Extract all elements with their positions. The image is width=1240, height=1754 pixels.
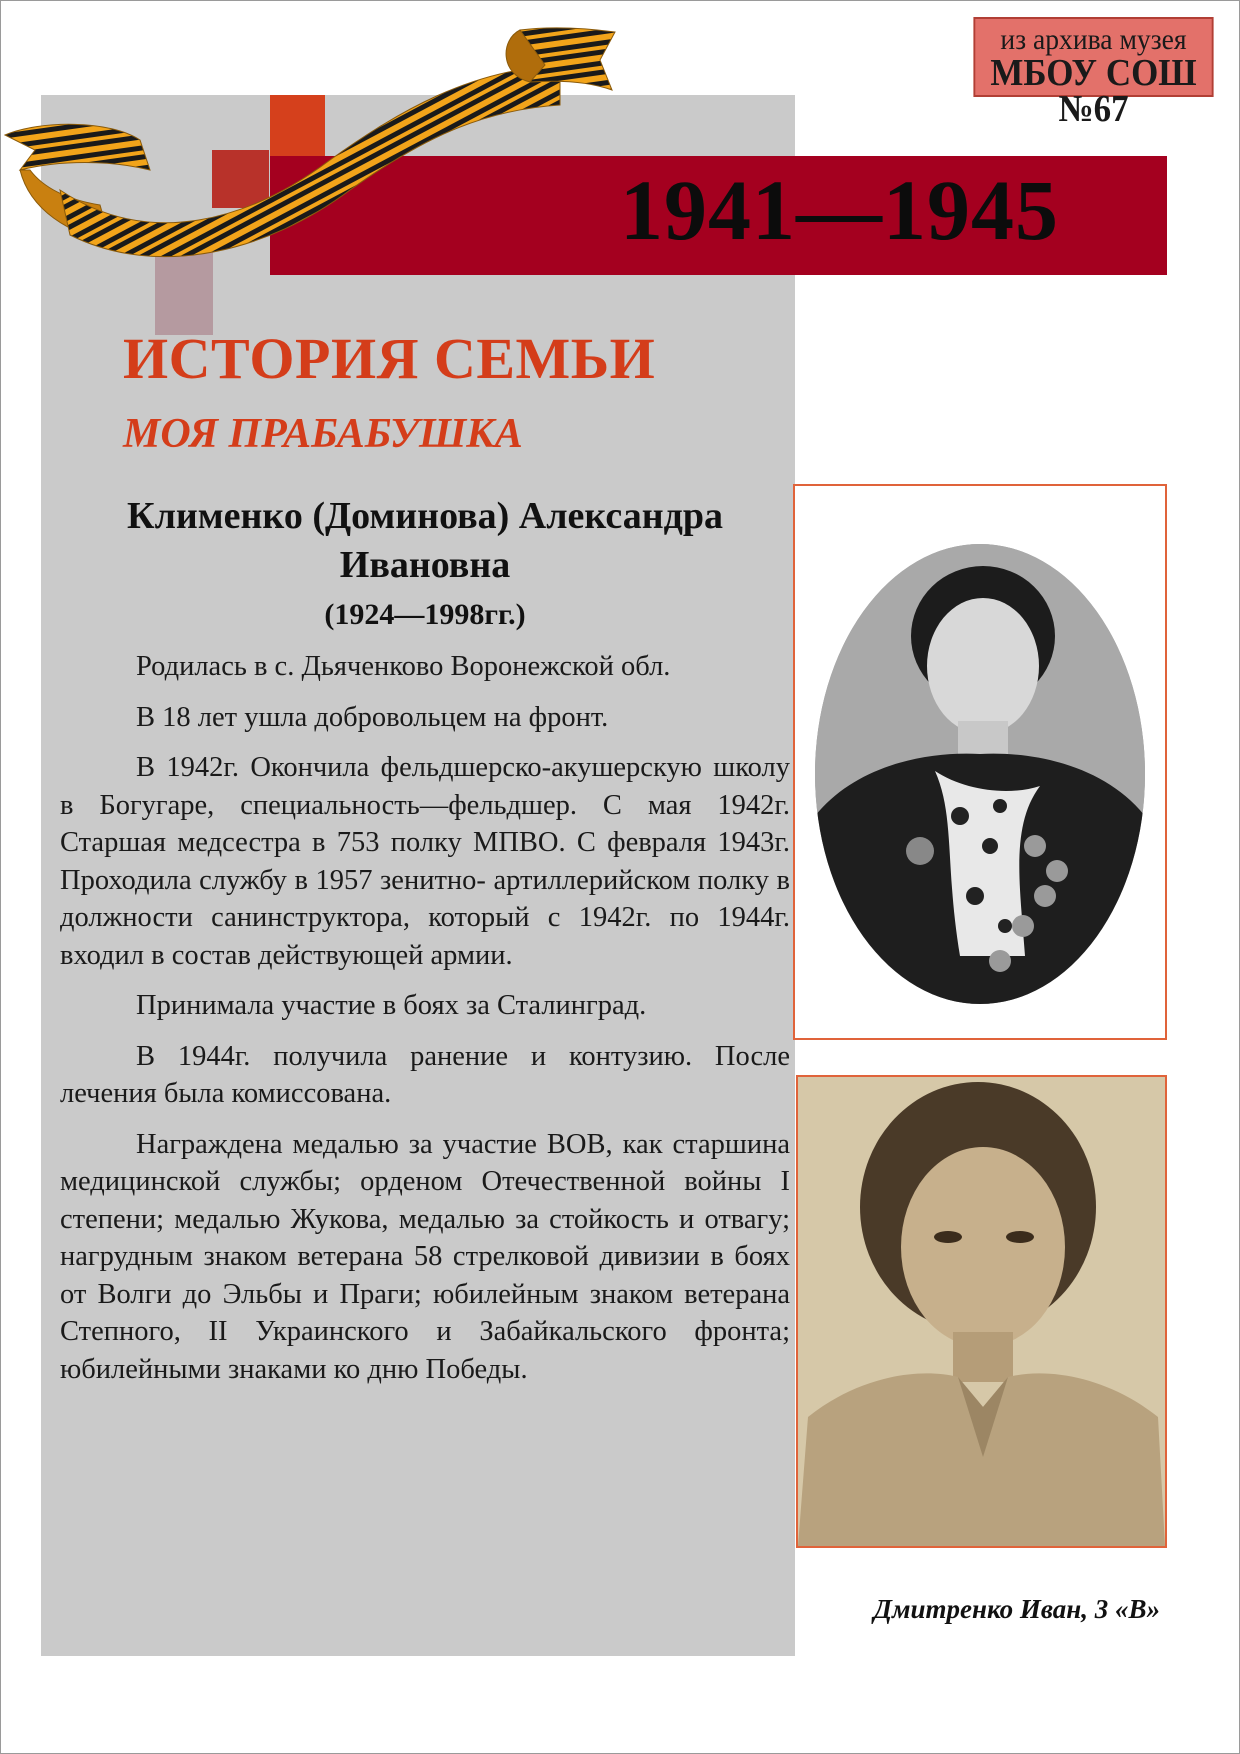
bio-paragraph: В 18 лет ушла добровольцем на фронт. xyxy=(136,701,609,733)
author-credit: Дмитренко Иван, 3 «В» xyxy=(873,1594,1160,1624)
year-range: 1941—1945 xyxy=(620,162,1059,258)
bio-paragraph: Награждена медалью за участие ВОВ, как старшина медицинской службы; орденом Отечественной войны I степени; медалью Жукова, медалью за стойкость и отвагу; нагрудным знаком ветерана 58 стрелковой дивизии в боях от Волги до Эльбы и Праги; юбилейным знаком ветерана Степного, II Украинского и Забайкальского фронта; юбилейными знаками ко дню Победы. xyxy=(60,1128,790,1385)
person-name: Клименко (Доминова) Александра Ивановна xyxy=(127,495,723,586)
archive-line-2: МБОУ СОШ №67 xyxy=(990,52,1197,130)
portrait-photo-young xyxy=(796,1075,1167,1548)
portrait-image xyxy=(795,486,1165,1038)
biography xyxy=(60,648,790,1401)
bio-paragraph: В 1942г. Окончила фельдшерско-акушерскую школу в Богугаре, специальность—фельдшер. С мая 1942г. Старшая медсестра в 753 полку МПВО. С февраля 1943г. Проходила службу в 1957 зенитно- артиллерийском полку в должности санинструктора, который с 1942г. по 1944г. входил в состав действующей армии. xyxy=(60,752,790,971)
section-subtitle: МОЯ ПРАБАБУШКА xyxy=(123,411,523,457)
portrait-image xyxy=(798,1077,1165,1546)
bio-paragraph: Принимала участие в боях за Сталинград. xyxy=(136,990,647,1021)
st-george-ribbon-icon xyxy=(0,20,620,280)
archive-line-1: из архива музея xyxy=(1000,23,1187,56)
bio-paragraph: В 1944г. получила ранение и контузию. После лечения была комиссована. xyxy=(60,1040,790,1109)
section-title: ИСТОРИЯ СЕМЬИ xyxy=(123,326,656,391)
bio-paragraph: Родилась в с. Дьяченково Воронежской обл. xyxy=(136,651,671,682)
portrait-photo-later xyxy=(793,484,1167,1040)
archive-stamp xyxy=(973,17,1213,130)
person-years: (1924—1998гг.) xyxy=(324,598,526,631)
